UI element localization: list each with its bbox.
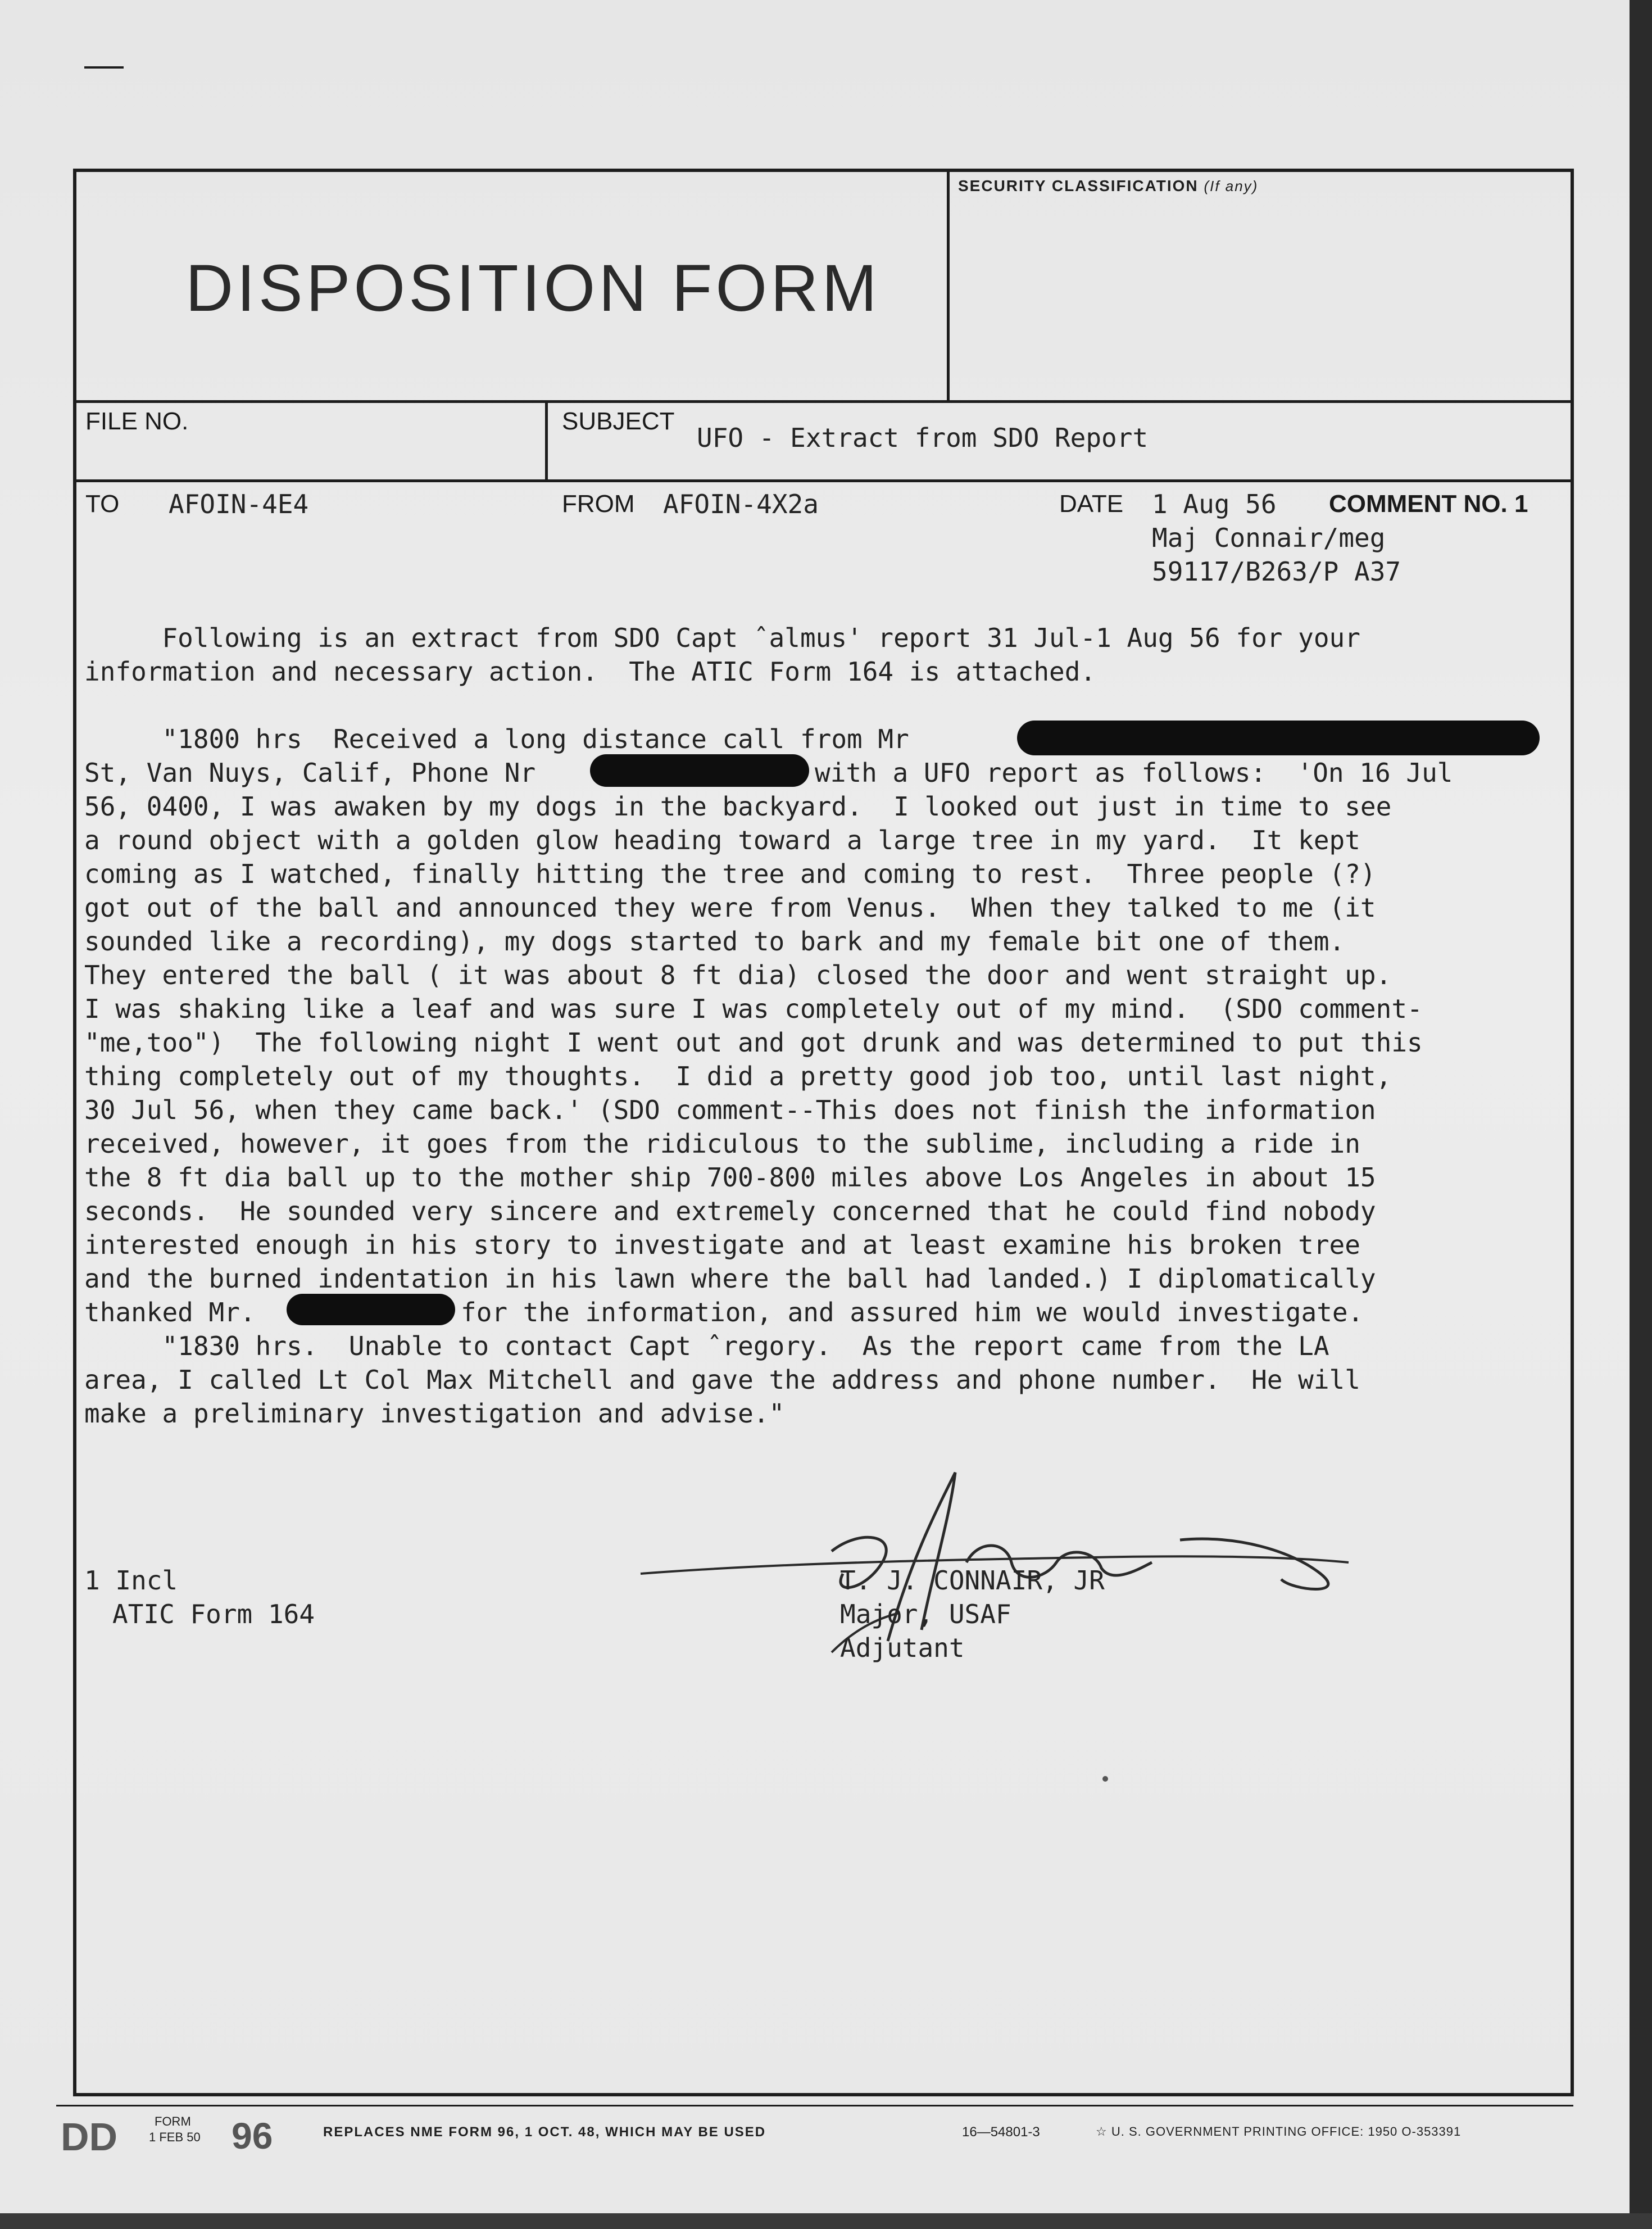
enclosure-count: 1 Incl	[84, 1565, 178, 1596]
body-line: "1830 hrs. Unable to contact Capt ˆregory. As the report came from the LA	[84, 1331, 1329, 1361]
body-line: sounded like a recording), my dogs started to bark and my female bit one of them.	[84, 926, 1345, 957]
scan-mark	[84, 66, 124, 69]
body-line: information and necessary action. The ATIC Form 164 is attached.	[84, 656, 1096, 687]
originator-line-1: Maj Connair/meg	[1152, 523, 1386, 553]
body-line: with a UFO report as follows: 'On 16 Jul	[815, 758, 1453, 788]
body-line: received, however, it goes from the ridiculous to the sublime, including a ride in	[84, 1129, 1360, 1159]
footer-replaces: REPLACES NME FORM 96, 1 OCT. 48, WHICH MAY BE USED	[323, 2124, 766, 2140]
signer-rank: Major, USAF	[840, 1599, 1011, 1629]
redaction-bar	[590, 754, 809, 787]
body-line: and the burned indentation in his lawn where the ball had landed.) I diplomatically	[84, 1263, 1376, 1294]
row-divider-2	[73, 479, 1573, 482]
from-label: FROM	[562, 490, 635, 518]
body-line: got out of the ball and announced they were from Venus. When they talked to me (it	[84, 892, 1376, 923]
form-border-left	[73, 169, 76, 2096]
body-line: thing completely out of my thoughts. I did a pretty good job too, until last night,	[84, 1061, 1392, 1091]
row-divider-1	[73, 400, 1573, 403]
redaction-bar	[1017, 721, 1540, 755]
body-line: interested enough in his story to investigate and at least examine his broken tree	[84, 1230, 1360, 1260]
signer-title: Adjutant	[840, 1633, 965, 1663]
body-line: for the information, and assured him we would investigate.	[461, 1297, 1364, 1328]
footer-rule	[56, 2105, 1573, 2106]
file-no-label: FILE NO.	[85, 407, 189, 435]
enclosure-item: ATIC Form 164	[112, 1599, 315, 1629]
body-line: 30 Jul 56, when they came back.' (SDO comment--This does not finish the information	[84, 1095, 1376, 1125]
title-divider	[947, 169, 950, 402]
signer-name: T. J. CONNAIR, JR	[840, 1565, 1105, 1596]
form-border-bottom	[73, 2093, 1574, 2096]
scan-edge-bottom	[0, 2213, 1652, 2229]
subject-value: UFO - Extract from SDO Report	[697, 423, 1149, 453]
ink-speck	[1102, 1776, 1108, 1782]
body-line: "1800 hrs Received a long distance call from Mr	[84, 724, 909, 754]
body-line: the 8 ft dia ball up to the mother ship 700-800 miles above Los Angeles in about 15	[84, 1162, 1376, 1193]
scan-edge	[1630, 0, 1652, 2229]
from-value: AFOIN-4X2a	[663, 489, 819, 519]
file-subject-divider	[545, 400, 548, 482]
security-note: (If any)	[1204, 178, 1259, 194]
body-line: St, Van Nuys, Calif, Phone Nr	[84, 758, 536, 788]
footer-form-label: FORM	[155, 2114, 191, 2128]
footer-form-date: 1 FEB 50	[149, 2130, 201, 2144]
body-line: They entered the ball ( it was about 8 ft dia) closed the door and went straight up.	[84, 960, 1392, 990]
footer-code: 16—54801-3	[962, 2124, 1040, 2140]
body-line: "me,too") The following night I went out and got drunk and was determined to put this	[84, 1027, 1423, 1058]
body-line: a round object with a golden glow heading toward a large tree in my yard. It kept	[84, 825, 1360, 855]
body-line: seconds. He sounded very sincere and extremely concerned that he could find nobody	[84, 1196, 1376, 1226]
body-line: Following is an extract from SDO Capt ˆalmus' report 31 Jul-1 Aug 56 for your	[84, 623, 1360, 653]
body-line: I was shaking like a leaf and was sure I was completely out of my mind. (SDO comment-	[84, 994, 1423, 1024]
security-classification-label	[958, 177, 1258, 195]
to-label: TO	[85, 490, 120, 518]
footer-printing-office: ☆ U. S. GOVERNMENT PRINTING OFFICE: 1950 O-353391	[1096, 2124, 1462, 2139]
form-border-right	[1571, 169, 1574, 2096]
body-line: make a preliminary investigation and advise."	[84, 1398, 785, 1429]
date-value: 1 Aug 56	[1152, 489, 1277, 519]
redaction-bar	[287, 1294, 455, 1325]
originator-line-2: 59117/B263/P A37	[1152, 556, 1401, 587]
security-label-text: SECURITY CLASSIFICATION	[958, 177, 1199, 194]
footer-form-number: 96	[232, 2115, 273, 2156]
date-label: DATE	[1059, 490, 1124, 518]
body-line: area, I called Lt Col Max Mitchell and gave the address and phone number. He will	[84, 1365, 1360, 1395]
to-value: AFOIN-4E4	[169, 489, 309, 519]
footer-dd: DD	[61, 2115, 118, 2159]
form-title: DISPOSITION FORM	[185, 251, 881, 325]
body-line: 56, 0400, I was awaken by my dogs in the backyard. I looked out just in time to see	[84, 791, 1392, 822]
subject-label: SUBJECT	[562, 407, 675, 435]
body-line: thanked Mr.	[84, 1297, 256, 1328]
form-border-top	[73, 169, 1573, 172]
comment-no-label: COMMENT NO. 1	[1329, 490, 1528, 518]
body-line: coming as I watched, finally hitting the tree and coming to rest. Three people (?)	[84, 859, 1376, 889]
